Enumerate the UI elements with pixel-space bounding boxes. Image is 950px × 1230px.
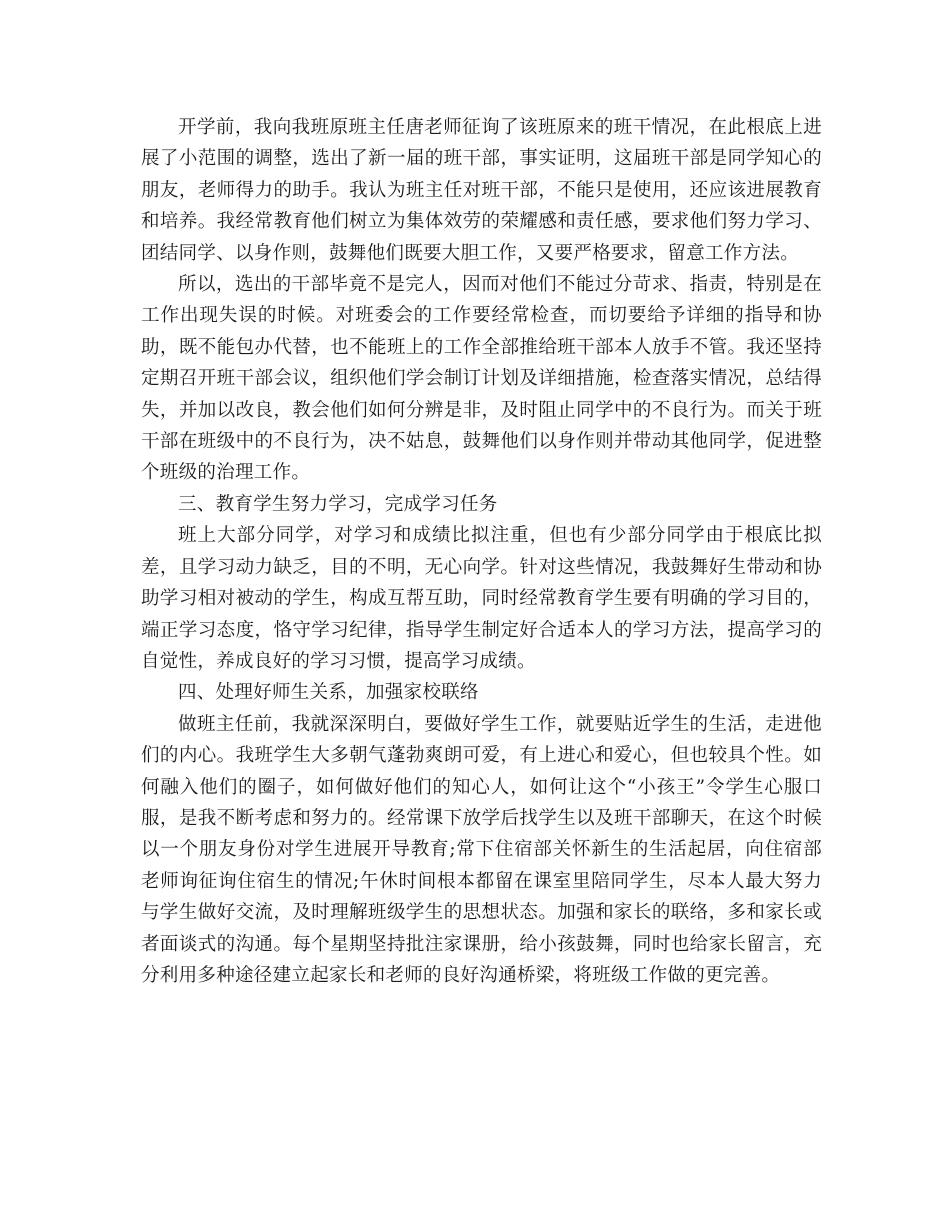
- section-heading-study: 三、教育学生努力学习，完成学习任务: [178, 493, 498, 515]
- section-heading-relations: 四、处理好师生关系，加强家校联络: [178, 682, 479, 704]
- paragraph-class-cadre-selection: 开学前，我向我班原班主任唐老师征询了该班原来的班干情况，在此根底上进展了小范围的调整，选出了新一届的班干部，事实证明，这届班干部是同学知心的朋友，老师得力的助手。我认为班主任对班干部，不能只是使用，还应该进展教育和培养。我经常教育他们树立为集体效劳的荣耀感和责任感，要求他们努力学习、团结同学、以身作则，鼓舞他们既要大胆工作，又要严格要求，留意工作方法。: [141, 117, 822, 264]
- paragraph-cadre-guidance: 所以，选出的干部毕竟不是完人，因而对他们不能过分苛求、指责，特别是在工作出现失误的时候。对班委会的工作要经常检查，而切要给予详细的指导和协助，既不能包办代替，也不能班上的工作全部推给班干部本人放手不管。我还坚持定期召开班干部会议，组织他们学会制订计划及详细措施，检查落实情况，总结得失，并加以改良，教会他们如何分辨是非，及时阻止同学中的不良行为。而关于班干部在班级中的不良行为，决不姑息，鼓舞他们以身作则并带动其他同学，促进整个班级的治理工作。: [141, 274, 822, 484]
- paragraph-teacher-student-relations: 做班主任前，我就深深明白，要做好学生工作，就要贴近学生的生活，走进他们的内心。我班学生大多朝气蓬勃爽朗可爱，有上进心和爱心，但也较具个性。如何融入他们的圈子，如何做好他们的知心人，如何让这个“小孩王”令学生心服口服，是我不断考虑和努力的。经常课下放学后找学生以及班干部聊天，在这个时候以一个朋友身份对学生进展开导教育;常下住宿部关怀新生的生活起居，向住宿部老师询征询住宿生的情况;午休时间根本都留在课室里陪同学生，尽本人最大努力与学生做好交流，及时理解班级学生的思想状态。加强和家长的联络，多和家长或者面谈式的沟通。每个星期坚持批注家课册，给小孩鼓舞，同时也给家长留言，充分利用多种途径建立起家长和老师的良好沟通桥梁，将班级工作做的更完善。: [141, 713, 822, 986]
- paragraph-study-motivation: 班上大部分同学，对学习和成绩比拟注重，但也有少部分同学由于根底比拟差，且学习动力缺乏，目的不明，无心向学。针对这些情况，我鼓舞好生带动和协助学习相对被动的学生，构成互帮互助，同时经常教育学生要有明确的学习目的，端正学习态度，恪守学习纪律，指导学生制定好合适本人的学习方法，提高学习的自觉性，养成良好的学习习惯，提高学习成绩。: [141, 525, 822, 672]
- document-body: [141, 112, 822, 991]
